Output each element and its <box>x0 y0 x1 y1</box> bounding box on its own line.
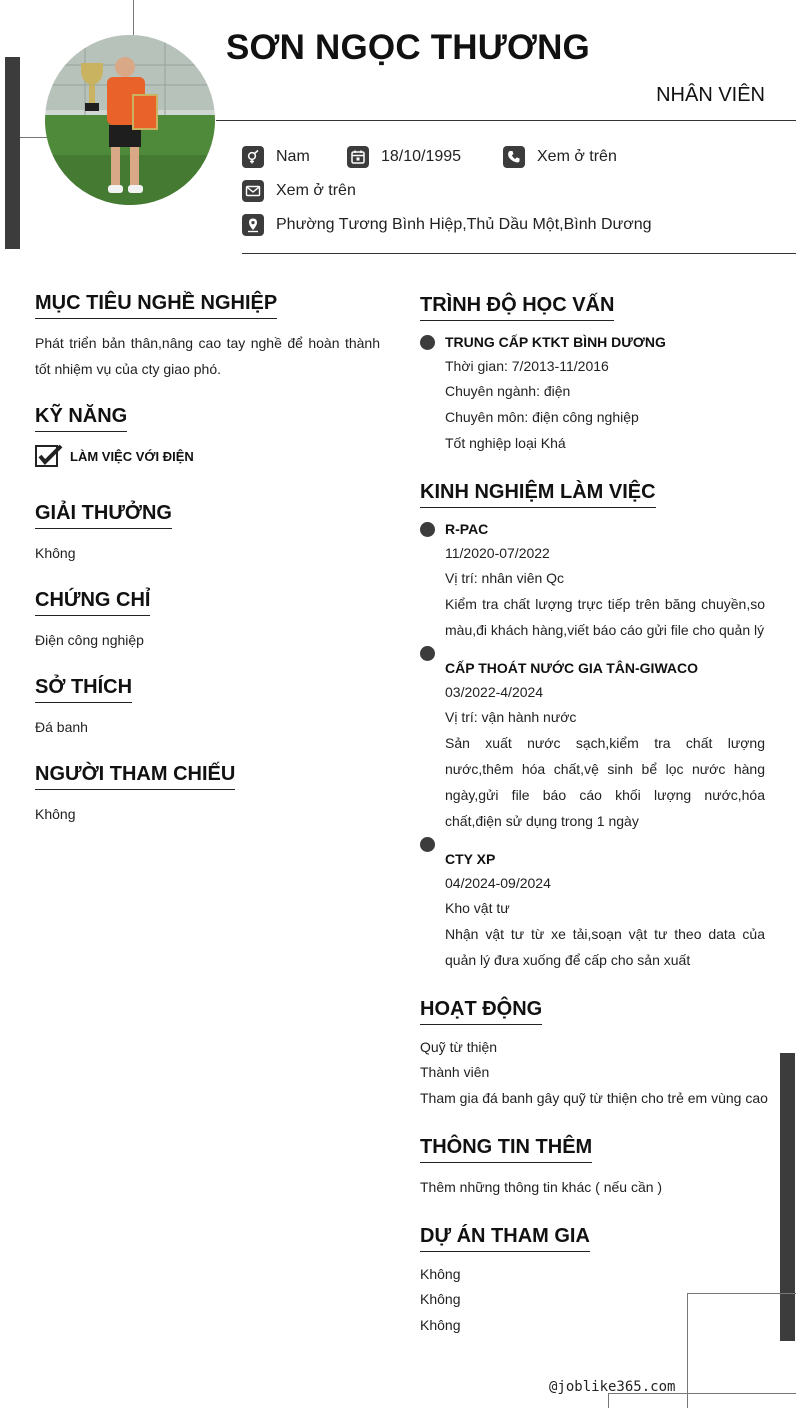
bullet-icon <box>420 335 435 350</box>
section-title-education: TRÌNH ĐỘ HỌC VẤN <box>420 294 614 321</box>
decor-bar-left <box>5 57 20 249</box>
section-title-certificates: CHỨNG CHỈ <box>35 589 150 616</box>
skill-item <box>35 444 194 468</box>
header-divider <box>216 120 796 121</box>
job-position: NHÂN VIÊN <box>656 84 765 106</box>
experience-desc: Nhận vật tư từ xe tải,soạn vật tư theo data của quản lý đưa xuống để cấp cho sản xuất <box>445 926 765 968</box>
birthday-value: 18/10/1995 <box>381 148 462 165</box>
activities-line: Thành viên <box>420 1064 490 1080</box>
info-address <box>242 214 652 236</box>
gender-icon <box>242 146 264 168</box>
candidate-name: SƠN NGỌC THƯƠNG <box>226 28 590 67</box>
section-title-experience: KINH NGHIỆM LÀM VIỆC <box>420 481 656 508</box>
info-birthday <box>347 146 461 168</box>
decor-line-left <box>20 137 47 138</box>
education-major: Chuyên ngành: điện <box>445 383 571 399</box>
experience-company: CẤP THOÁT NƯỚC GIA TÂN-GIWACO <box>445 660 698 676</box>
section-title-projects: DỰ ÁN THAM GIA <box>420 1225 590 1252</box>
info-gender <box>242 146 310 168</box>
education-school: TRUNG CẤP KTKT BÌNH DƯƠNG <box>445 334 666 350</box>
references-text: Không <box>35 806 76 822</box>
avatar <box>45 35 215 205</box>
calendar-icon <box>347 146 369 168</box>
experience-desc: Kiểm tra chất lượng trực tiếp trên băng chuyền,so màu,đi khách hàng,viết báo cáo gửi file cho quản lý <box>445 596 765 638</box>
experience-desc: Sản xuất nước sạch,kiểm tra chất lượng nước,thêm hóa chất,vệ sinh bể lọc nước hàng ngày,gửi file báo cáo khối lượng nước,hóa chất,điện sử dụng trong 1 ngày <box>445 735 765 829</box>
activities-line: Tham gia đá banh gây quỹ từ thiện cho trẻ em vùng cao <box>420 1090 768 1106</box>
section-title-extra: THÔNG TIN THÊM <box>420 1136 592 1163</box>
experience-period: 11/2020-07/2022 <box>445 545 550 561</box>
footer-watermark: @joblike365.com <box>549 1379 676 1395</box>
bullet-icon <box>420 522 435 537</box>
decor-line-bottom-vertical <box>608 1393 609 1408</box>
phone-icon <box>503 146 525 168</box>
contact-divider <box>242 253 796 254</box>
address-value: Phường Tương Bình Hiệp,Thủ Dầu Một,Bình Dương <box>276 216 652 233</box>
experience-company: CTY XP <box>445 851 496 867</box>
section-title-awards: GIẢI THƯỞNG <box>35 502 172 529</box>
section-title-activities: HOẠT ĐỘNG <box>420 998 542 1025</box>
awards-text: Không <box>35 545 76 561</box>
projects-line: Không <box>420 1317 461 1333</box>
location-icon <box>242 214 264 236</box>
education-grade: Tốt nghiệp loại Khá <box>445 435 566 451</box>
section-title-objective: MỤC TIÊU NGHỀ NGHIỆP <box>35 292 277 319</box>
experience-role: Kho vật tư <box>445 900 510 916</box>
info-email <box>242 180 356 202</box>
email-value: Xem ở trên <box>276 182 356 199</box>
section-title-skills: KỸ NĂNG <box>35 405 127 432</box>
experience-period: 04/2024-09/2024 <box>445 875 551 891</box>
phone-value: Xem ở trên <box>537 148 617 165</box>
education-time: Thời gian: 7/2013-11/2016 <box>445 358 609 374</box>
decor-box-bottom-right <box>687 1293 796 1408</box>
email-icon <box>242 180 264 202</box>
projects-line: Không <box>420 1291 461 1307</box>
certificates-text: Điện công nghiệp <box>35 632 144 648</box>
bullet-icon <box>420 837 435 852</box>
decor-line-top <box>133 0 134 36</box>
experience-role: Vị trí: vận hành nước <box>445 709 577 725</box>
gender-value: Nam <box>276 148 310 165</box>
section-title-references: NGƯỜI THAM CHIẾU <box>35 763 235 790</box>
hobbies-text: Đá banh <box>35 719 88 735</box>
info-phone <box>503 146 617 168</box>
objective-text: Phát triển bản thân,nâng cao tay nghề để hoàn thành tốt nhiệm vụ của cty giao phó. <box>35 335 380 377</box>
skill-label: LÀM VIỆC VỚI ĐIỆN <box>70 448 194 464</box>
extra-text: Thêm những thông tin khác ( nếu cần ) <box>420 1179 663 1195</box>
checkbox-checked-icon <box>35 444 63 468</box>
experience-company: R-PAC <box>445 521 489 537</box>
education-subject: Chuyên môn: điện công nghiệp <box>445 409 639 425</box>
experience-role: Vị trí: nhân viên Qc <box>445 570 565 586</box>
activities-line: Quỹ từ thiện <box>420 1039 498 1055</box>
projects-line: Không <box>420 1266 461 1282</box>
experience-period: 03/2022-4/2024 <box>445 684 544 700</box>
bullet-icon <box>420 646 435 661</box>
section-title-hobbies: SỞ THÍCH <box>35 676 132 703</box>
